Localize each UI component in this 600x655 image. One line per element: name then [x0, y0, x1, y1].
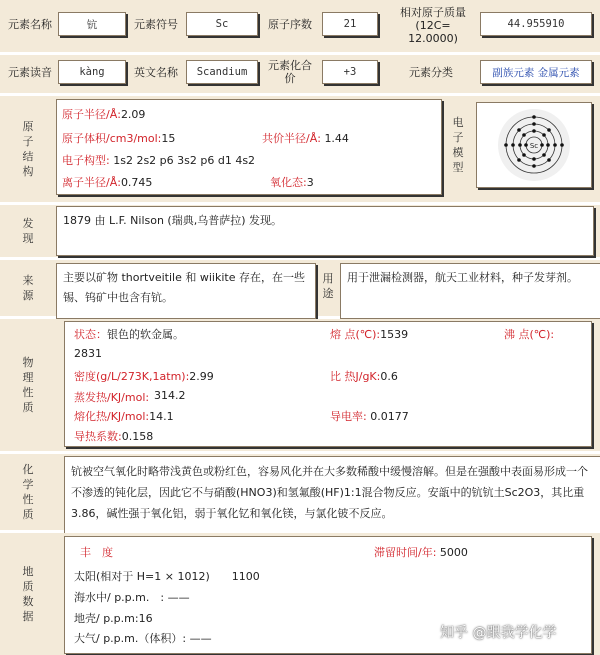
radius-label: 原子半径/Å: [62, 108, 121, 121]
melting-row [330, 326, 408, 342]
radius-value: 2.09 [120, 108, 146, 121]
valence-value: +3 [322, 60, 378, 84]
chemical-panel: 钪被空气氧化时略带浅黄色或粉红色，容易风化并在大多数稀酸中缓慢溶解。但是在强酸中表面易形成一个不渗透的钝化层，因此它不与硝酸(HNO3)和氢氟酸(HF)1:1混合物反应。安瓿中的钪钪土Sc2O3，其比重3.86，碱性强于氧化铝，弱于氧化钇和氧化镁，与氯化铍不反应。 [64, 456, 600, 534]
volume-label: 原子体积/cm3/mol: [62, 132, 162, 145]
oxidation-row [270, 174, 314, 190]
specific-heat-label: 比 热J/gK: [330, 370, 381, 383]
covalent-label: 共价半径/Å: [262, 132, 321, 145]
config-value: 1s2 2s2 p6 3s2 p6 d1 4s2 [113, 154, 256, 167]
valence-label [262, 56, 318, 88]
volume-value: 15 [161, 132, 176, 145]
oxidation-value: 3 [306, 176, 314, 189]
density-label: 密度(g/L/273K,1atm): [74, 370, 190, 383]
atomic-mass-label-line3: 12.0000) [408, 31, 458, 45]
ionic-value: 0.745 [120, 176, 153, 189]
atomic-mass-label [390, 2, 476, 48]
abundance-label: 丰 度 [80, 546, 113, 559]
source-panel: 主要以矿物 thortveitile 和 wiikite 存在，在一些锡、钨矿中也含有钪。 [56, 263, 316, 319]
electron-shell-diagram [496, 107, 572, 183]
sun-value: 1100 [231, 570, 260, 583]
covalent-value: 1.44 [324, 132, 349, 145]
sun-label: 太阳(相对于 H=1 × 1012) [74, 570, 210, 583]
model-center-symbol: Sc [529, 142, 539, 150]
discovery-panel: 1879 由 L.F. Nilson (瑞典,乌普萨拉) 发现。 [56, 206, 594, 256]
element-reading-value: kàng [58, 60, 126, 84]
boiling-value: 2831 [74, 347, 102, 360]
thermal-row [74, 428, 153, 444]
electron-model-box [476, 102, 592, 188]
density-row [74, 368, 214, 384]
chemical-label: 化学性质 [22, 463, 34, 521]
sun-row [74, 568, 260, 584]
melting-label: 熔 点(℃): [330, 328, 381, 341]
residence-label: 滞留时间/年: [374, 546, 437, 559]
model-label: 电子模型 [452, 116, 464, 174]
state-label: 状态： [74, 328, 107, 341]
crust-row: 地壳/ p.p.m:16 [74, 612, 153, 625]
config-label: 电子构型: [62, 154, 110, 167]
covalent-row [262, 130, 349, 146]
element-class-label: 元素分类 [409, 65, 453, 79]
atomic-number-value: 21 [322, 12, 378, 36]
atomic-mass-label-line2: (12C= [415, 18, 451, 32]
thermal-label: 导热系数: [74, 430, 122, 443]
english-name-value: Scandium [186, 60, 258, 84]
atomic-number-label: 原子序数 [268, 17, 312, 31]
valence-label-line1: 元素化合 [268, 59, 312, 72]
state-row [74, 326, 184, 342]
physical-label: 物理性质 [22, 356, 34, 414]
fusion-value: 14.1 [149, 410, 174, 423]
residence-row [374, 544, 468, 560]
volume-row [62, 130, 175, 146]
fusion-label: 熔化热/KJ/mol: [74, 410, 150, 423]
air-row: 大气/ p.p.m.（体积）: —— [74, 632, 212, 645]
element-name-label: 元素名称 [8, 17, 52, 31]
source-label: 来源 [22, 274, 34, 302]
atomic-mass-value: 44.955910 [480, 12, 592, 36]
element-symbol-value: Sc [186, 12, 258, 36]
use-panel: 用于泄漏检测器，航天工业材料，种子发芽剂。 [340, 263, 600, 319]
density-value: 2.99 [189, 370, 214, 383]
evap-label: 蒸发热/KJ/mol: [74, 391, 150, 404]
conductivity-row [330, 408, 409, 424]
discovery-label: 发现 [22, 217, 34, 245]
oxidation-label: 氧化态: [270, 176, 307, 189]
geology-label: 地质数据 [22, 565, 34, 623]
specific-heat-value: 0.6 [380, 370, 398, 383]
thermal-value: 0.158 [121, 430, 154, 443]
element-reading-label: 元素读音 [8, 65, 52, 79]
use-label: 用途 [322, 272, 334, 300]
element-symbol-label: 元素符号 [134, 17, 178, 31]
fusion-row [74, 408, 174, 424]
watermark: 知乎 @跟我学化学 [440, 625, 557, 641]
element-class-value: 副族元素 金属元素 [480, 60, 592, 84]
melting-value: 1539 [380, 328, 409, 341]
element-name-value: 钪 [58, 12, 126, 36]
boiling-label: 沸 点(℃): [504, 328, 555, 341]
ionic-label: 离子半径/Å: [62, 176, 121, 189]
evap-value: 314.2 [154, 389, 186, 402]
atomic-mass-label-line1: 相对原子质量 [400, 5, 466, 19]
residence-value: 5000 [439, 546, 468, 559]
conductivity-value: 0.0177 [370, 410, 409, 423]
structure-section-label: 原子结构 [22, 120, 34, 178]
valence-label-line2: 价 [284, 72, 296, 85]
conductivity-label: 导电率: [330, 410, 367, 423]
state-value: 银色的软金属。 [107, 328, 184, 341]
sea-row: 海水中/ p.p.m. : —— [74, 591, 190, 604]
config-row [62, 152, 255, 168]
english-name-label: 英文名称 [134, 65, 178, 79]
radius-row [62, 106, 145, 122]
ionic-row [62, 174, 152, 190]
specific-heat-row [330, 368, 398, 384]
